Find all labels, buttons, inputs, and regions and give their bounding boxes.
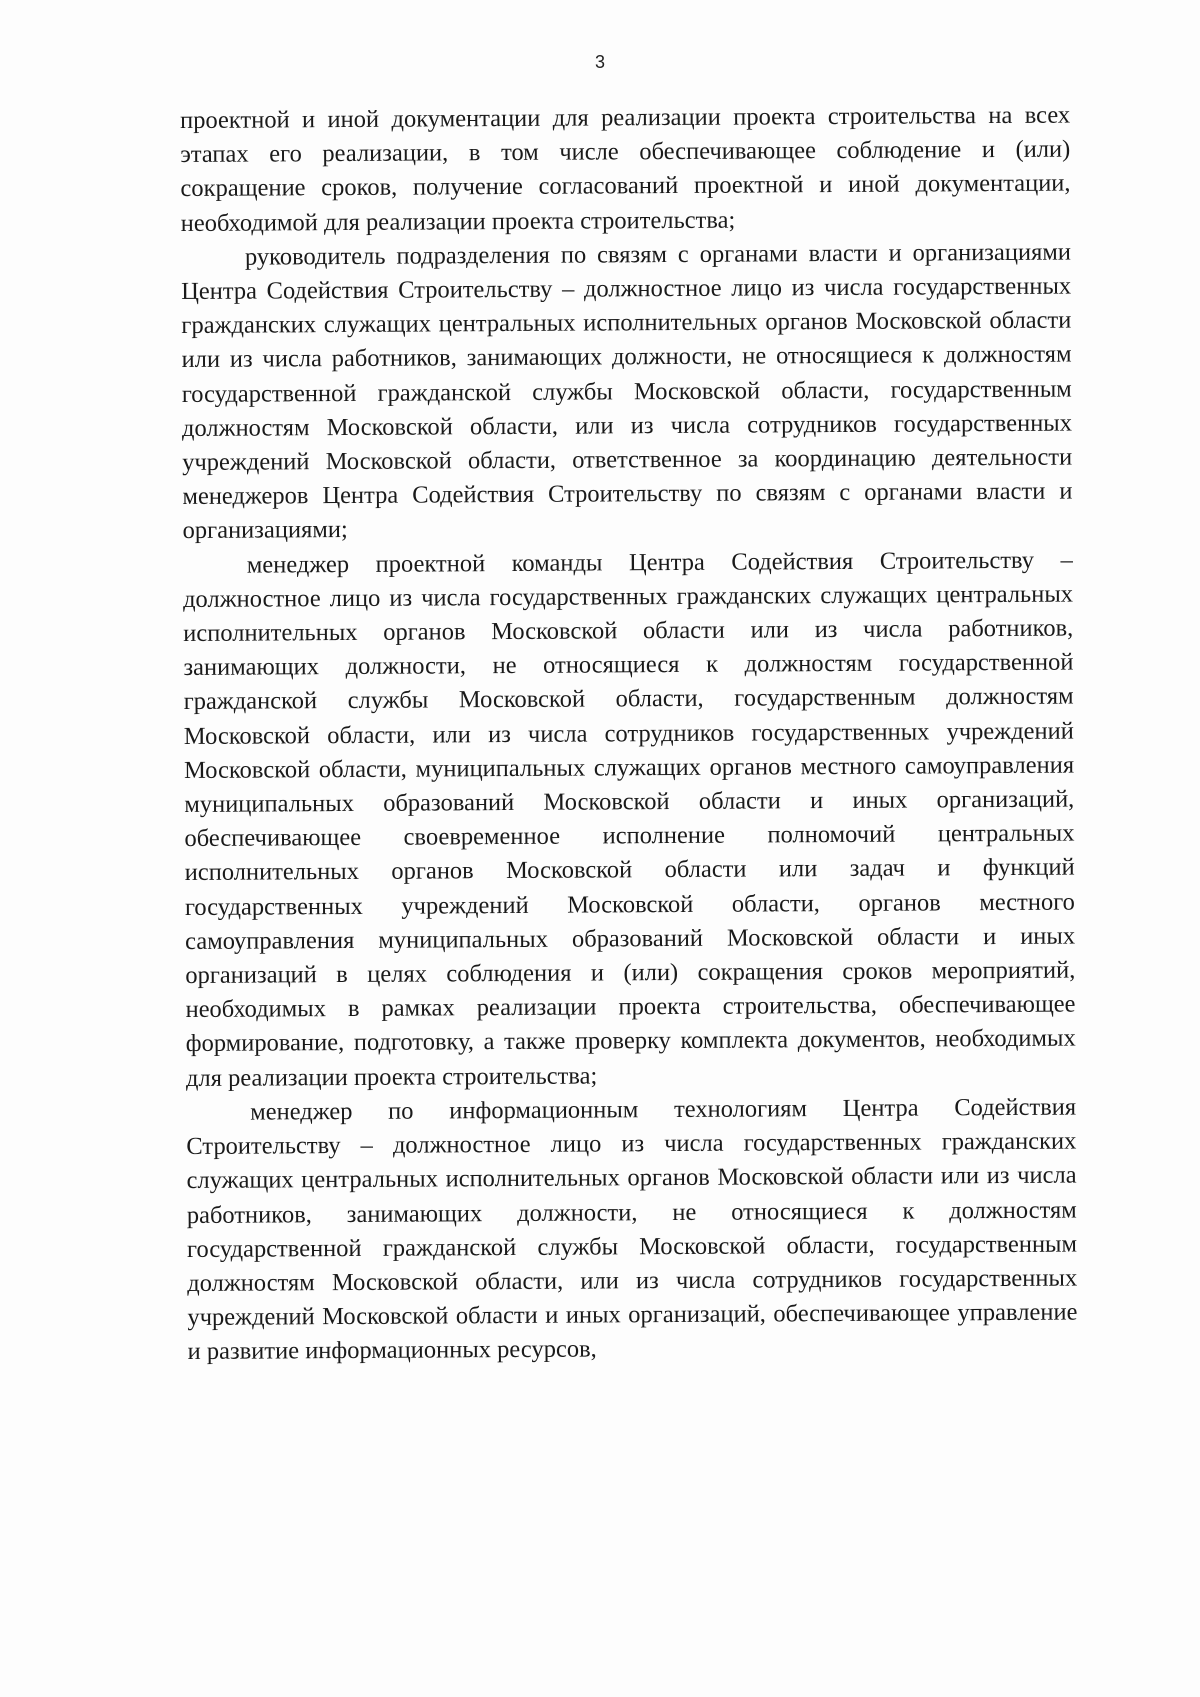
document-body bbox=[180, 99, 1078, 1370]
page-number: 3 bbox=[594, 52, 605, 72]
paragraph-continuation: проектной и иной документации для реализации проекта строительства на всех этапах его реализации, в том числе обеспечивающее соблюдение и (или) сокращение сроков, получение согласований проектной и иной документации, необходимой для реализации проекта строительства; bbox=[180, 101, 1071, 237]
paragraph-relations-head: руководитель подразделения по связям с органами власти и организациями Центра Содействия Строительству – должностное лицо из числа государственных гражданских служащих центральных исполнительных органов Московской области или из числа работников, занимающих должности, не относящиеся к должностям государственной гражданской службы Московской области, государственным должностям Московской области, или из числа сотрудников государственных учреждений Московской области, ответственное за координацию деятельности менеджеров Центра Содействия Строительству по связям с органами власти и организациями; bbox=[181, 238, 1073, 545]
paragraph-project-manager: менеджер проектной команды Центра Содействия Строительству – должностное лицо из числа государственных гражданских служащих центральных исполнительных органов Московской области или из числа работников, занимающих должности, не относящиеся к должностям государственной гражданской службы Московской области, государственным должностям Московской области, или из числа сотрудников государственных учреждений Московской области, муниципальных служащих органов местного самоуправления муниципальных образований Московской области и иных организаций, обеспечивающее своевременное исполнение полномочий центральных исполнительных органов Московской области или задач и функций государственных учреждений Московской области, органов местного самоуправления муниципальных образований Московской области и иных организаций в целях соблюдения и (или) сокращения сроков мероприятий, необходимых в рамках реализации проекта строительства, обеспечивающее формирование, подготовку, а также проверку комплекта документов, необходимых для реализации проекта строительства; bbox=[182, 546, 1076, 1092]
paragraph-it-manager: менеджер по информационным технологиям Центра Содействия Строительству – должностное лицо из числа государственных гражданских служащих центральных исполнительных органов Московской области или из числа работников, занимающих должности, не относящиеся к должностям государственной гражданской службы Московской области, государственным должностям Московской области, или из числа сотрудников государственных учреждений Московской области и иных организаций, обеспечивающее управление и развитие информационных ресурсов, bbox=[186, 1093, 1078, 1366]
